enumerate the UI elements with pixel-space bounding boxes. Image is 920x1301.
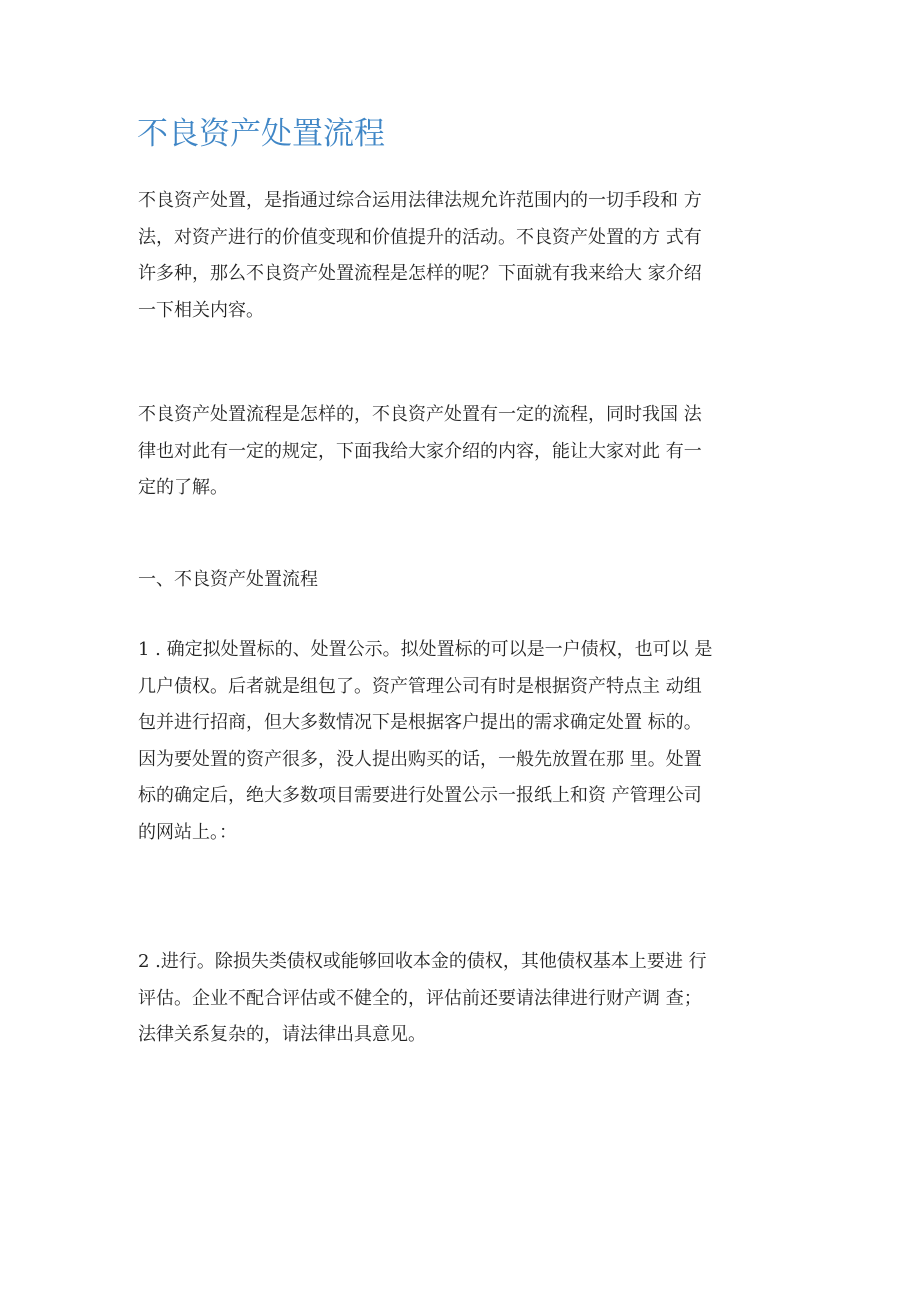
document-title: 不良资产处置流程 (137, 116, 385, 152)
paragraph-line: 评估。企业不配合评估或不健全的，评估前还要请法律进行财产调 查； (138, 987, 702, 1009)
paragraph-line: 法，对资产进行的价值变现和价值提升的活动。不良资产处置的方 式有 (138, 226, 702, 248)
paragraph-intro (138, 183, 778, 329)
section-heading-line: 一、不良资产处置流程 (138, 569, 318, 590)
paragraph-line: 因为要处置的资产很多，没人提出购买的话，一般先放置在那 里。处置 (138, 748, 702, 770)
paragraph-step-2 (138, 944, 778, 1054)
paragraph-line: 不良资产处置流程是怎样的，不良资产处置有一定的流程，同时我国 法 (138, 404, 702, 425)
paragraph-line: 定的了解。 (138, 477, 228, 498)
section-heading (138, 562, 778, 599)
paragraph-line: 不良资产处置，是指通过综合运用法律法规允许范围内的一切手段和 方 (138, 190, 702, 211)
paragraph-line: 法律关系复杂的，请法律出具意见。 (138, 1024, 426, 1045)
paragraph-line: 的网站上。： (138, 821, 237, 843)
paragraph-line: 2 .进行。除损失类债权或能够回收本金的债权，其他债权基本上要进 行 (138, 951, 707, 972)
paragraph-line: 一下相关内容。 (138, 299, 264, 321)
paragraph-line: 包并进行招商，但大多数情况下是根据客户提出的需求确定处置 标的。 (138, 712, 702, 733)
paragraph-line: 1 . 确定拟处置标的、处置公示。拟处置标的可以是一户债权，也可以 是 (138, 639, 713, 660)
paragraph-step-1 (138, 632, 778, 851)
paragraph-line: 律也对此有一定的规定，下面我给大家介绍的内容，能让大家对此 有一 (138, 440, 702, 462)
paragraph-line: 许多种，那么不良资产处置流程是怎样的呢？下面就有我来给大 家介绍 (138, 263, 702, 284)
paragraph-overview (138, 397, 778, 507)
paragraph-line: 几户债权。后者就是组包了。资产管理公司有时是根据资产特点主 动组 (138, 675, 702, 697)
paragraph-line: 标的确定后，绝大多数项目需要进行处置公示一报纸上和资 产管理公司 (138, 785, 702, 806)
